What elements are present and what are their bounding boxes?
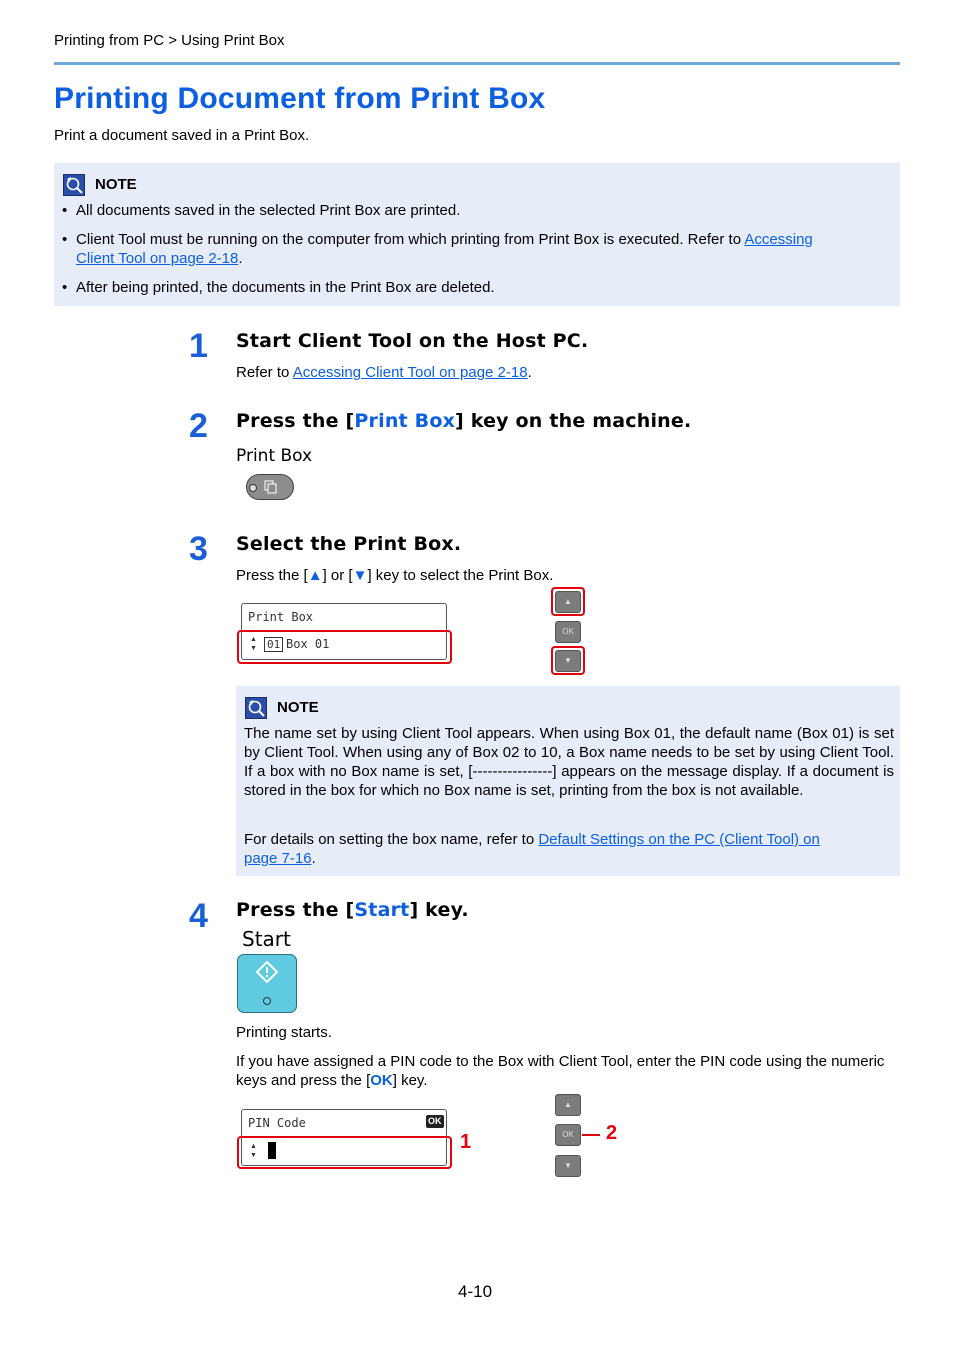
step-heading: Press the [Print Box] key on the machine. xyxy=(236,410,692,432)
page-title: Printing Document from Print Box xyxy=(54,82,546,115)
step-body: Press the [▲] or [▼] key to select the Print Box. xyxy=(236,567,554,584)
up-key[interactable]: ▲ xyxy=(555,591,581,613)
step-number: 3 xyxy=(189,530,208,568)
note-paragraph: For details on setting the box name, refer to Default Settings on the PC (Client Tool) on page 7-16. xyxy=(244,831,820,867)
scroll-arrows-icon: ▲ ▼ xyxy=(250,1143,257,1159)
print-box-key[interactable] xyxy=(246,474,294,500)
link-default-settings-page[interactable]: page 7-16 xyxy=(244,850,312,867)
selection-highlight xyxy=(237,630,452,664)
page-number: 4-10 xyxy=(458,1282,493,1301)
box-number: 01 xyxy=(264,637,283,652)
ok-indicator: OK xyxy=(428,1116,442,1126)
box-name: Box 01 xyxy=(286,637,330,651)
callout-line xyxy=(582,1134,600,1136)
down-key[interactable]: ▼ xyxy=(555,650,581,672)
step-number: 4 xyxy=(189,897,208,935)
ok-key[interactable]: OK xyxy=(555,621,581,643)
led-indicator xyxy=(263,997,271,1005)
up-key[interactable]: ▲ xyxy=(555,1094,581,1116)
note-paragraph: The name set by using Client Tool appears. When using Box 01, the default name (Box 01) is set by Client Tool. When using any of Box 02 to 10, a Box name needs to be set by using Client Tool. If a box with no Box name is set, [----------------] appears on the message display. If a document is stored in the box for which no Box name is set, printing from the box is not available. xyxy=(244,725,894,799)
note-icon xyxy=(63,174,85,196)
note-box xyxy=(54,163,900,306)
print-box-icon xyxy=(263,479,279,500)
step-heading: Press the [Start] key. xyxy=(236,899,469,921)
key-label: Print Box xyxy=(236,446,313,466)
list-item: • After being printed, the documents in the Print Box are deleted. xyxy=(62,279,495,296)
callout-number: 1 xyxy=(460,1131,472,1153)
start-key[interactable] xyxy=(237,954,297,1013)
note-box xyxy=(236,686,900,876)
start-icon xyxy=(256,961,278,988)
note-icon xyxy=(245,697,267,719)
step-body: If you have assigned a PIN code to the Box with Client Tool, enter the PIN code using the numeric keys and press the [OK] key. xyxy=(236,1053,885,1089)
list-item: • Client Tool must be running on the computer from which printing from Print Box is executed. Refer to Accessing Client Tool on page 2-18. xyxy=(62,231,813,267)
intro-text: Print a document saved in a Print Box. xyxy=(54,127,310,144)
link-accessing-client-tool-page[interactable]: Client Tool on page 2-18 xyxy=(76,250,239,267)
note-label: NOTE xyxy=(95,176,137,193)
note-label: NOTE xyxy=(277,699,319,716)
step-body: Refer to Accessing Client Tool on page 2-18. xyxy=(236,364,532,381)
led-indicator xyxy=(249,484,257,492)
step-number: 1 xyxy=(189,327,208,365)
list-item: • All documents saved in the selected Print Box are printed. xyxy=(62,202,461,219)
link-default-settings[interactable]: Default Settings on the PC (Client Tool) on xyxy=(538,831,820,848)
link-accessing-client-tool[interactable]: Accessing xyxy=(744,231,813,248)
key-label: Start xyxy=(242,927,291,951)
scroll-arrows-icon: ▲ ▼ xyxy=(250,636,257,652)
pin-entry-highlight xyxy=(237,1136,452,1169)
lcd-title: Print Box xyxy=(248,610,314,624)
step-heading: Select the Print Box. xyxy=(236,533,462,555)
breadcrumb: Printing from PC > Using Print Box xyxy=(54,32,285,49)
ok-key[interactable]: OK xyxy=(555,1124,581,1146)
step-heading: Start Client Tool on the Host PC. xyxy=(236,330,589,352)
down-key[interactable]: ▼ xyxy=(555,1155,581,1177)
step-number: 2 xyxy=(189,407,208,445)
lcd-title: PIN Code xyxy=(248,1116,306,1130)
step-body: Printing starts. xyxy=(236,1024,332,1041)
callout-number: 2 xyxy=(606,1122,618,1144)
link-accessing-client-tool-step[interactable]: Accessing Client Tool on page 2-18 xyxy=(292,364,528,381)
header-rule xyxy=(54,62,900,65)
